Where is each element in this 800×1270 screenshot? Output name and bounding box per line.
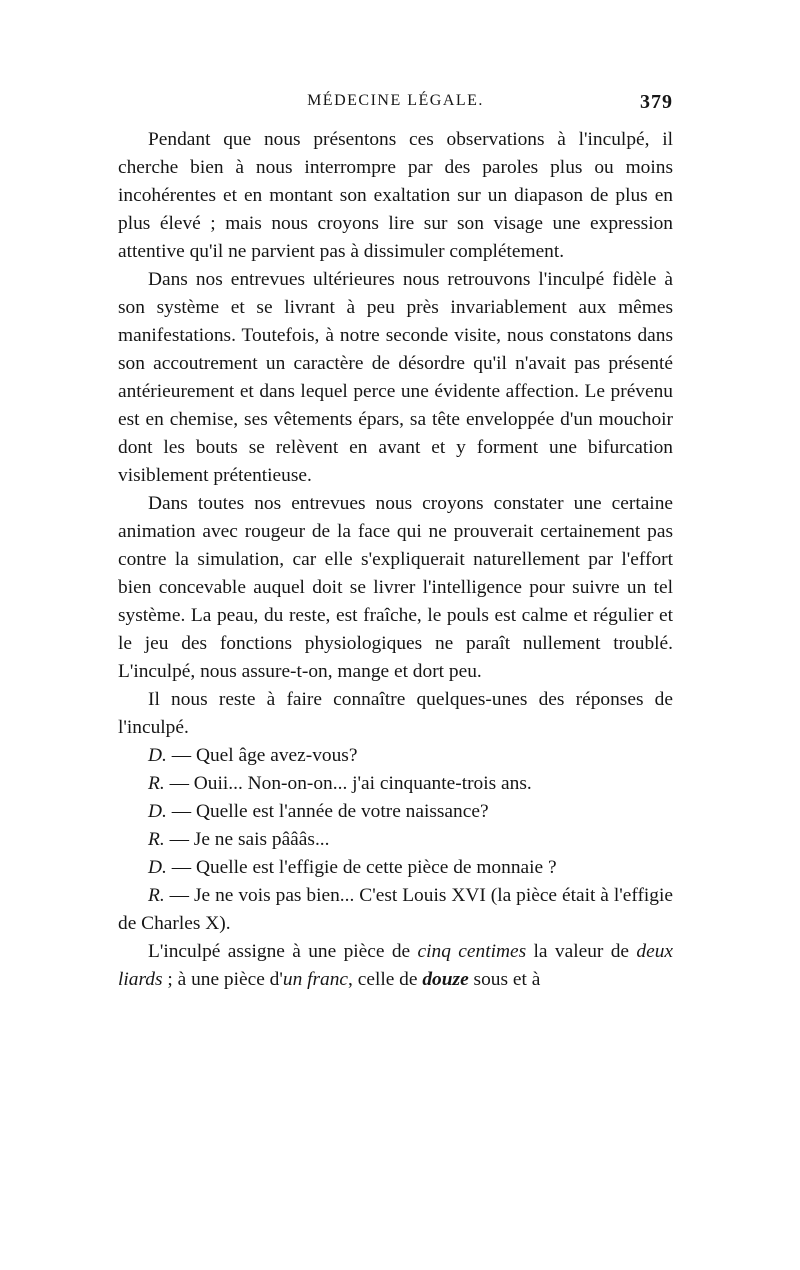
italic-run: deux liards xyxy=(118,941,674,990)
dialogue xyxy=(118,742,673,938)
dialogue-line xyxy=(118,882,673,938)
paragraph: Il nous reste à faire connaître quelques-unes des réponses de l'inculpé. xyxy=(118,689,673,738)
text-run: , celle de xyxy=(348,969,423,990)
text-run: ; à une pièce d' xyxy=(162,969,283,990)
page-number: 379 xyxy=(640,91,673,113)
body-text xyxy=(118,126,673,994)
speaker-label: R. xyxy=(148,829,165,850)
italic-run: douze xyxy=(422,969,469,990)
text-run: sous et à xyxy=(468,969,541,990)
speaker-label: D. xyxy=(148,745,167,766)
running-title: MÉDECINE LÉGALE. xyxy=(307,92,484,109)
dialogue-text: — Quelle est l'effigie de cette pièce de monnaie ? xyxy=(171,857,557,878)
dialogue-line xyxy=(118,798,673,826)
dialogue-text: — Je ne vois pas bien... C'est Louis XVI (la pièce était à l'effigie de Charles X). xyxy=(118,885,673,934)
speaker-label: D. xyxy=(148,801,167,822)
italic-run: cinq centimes xyxy=(417,941,527,962)
paragraph: Dans nos entrevues ultérieures nous retrouvons l'inculpé fidèle à son système et se livrant à peu près invariablement aux mêmes manifestations. Toutefois, à notre seconde visite, nous constatons dans son accoutrement un caractère de désordre qu'il n'avait pas présenté antérieurement et dans lequel perce une évidente affection. Le prévenu est en chemise, ses vêtements épars, sa tête enveloppée d'un mouchoir dont les bouts se relèvent en avant et y forment une bifurcation visiblement prétentieuse. xyxy=(118,269,673,486)
paragraph: Dans toutes nos entrevues nous croyons constater une certaine animation avec rougeur de la face qui ne prouverait certainement pas contre la simulation, car elle s'expliquerait naturellement par l'effort bien concevable auquel doit se livrer l'intelligence pour suivre un tel système. La peau, du reste, est fraîche, le pouls est calme et régulier et le jeu des fonctions physiologiques ne paraît nullement troublé. L'inculpé, nous assure-t-on, mange et dort peu. xyxy=(118,493,673,682)
dialogue-text: — Je ne sais pâââs... xyxy=(169,829,330,850)
running-head xyxy=(118,92,673,126)
speaker-label: R. xyxy=(148,773,165,794)
book-page xyxy=(118,92,673,994)
italic-run: un franc xyxy=(282,969,349,990)
speaker-label: D. xyxy=(148,857,167,878)
dialogue-text: — Quelle est l'année de votre naissance? xyxy=(171,801,489,822)
dialogue-line xyxy=(118,854,673,882)
dialogue-text: — Quel âge avez-vous? xyxy=(171,745,358,766)
dialogue-line xyxy=(118,770,673,798)
dialogue-line xyxy=(118,742,673,770)
text-run: L'inculpé assigne à une pièce de xyxy=(148,941,418,962)
dialogue-text: — Ouii... Non-on-on... j'ai cinquante-trois ans. xyxy=(169,773,532,794)
paragraph: Pendant que nous présentons ces observations à l'inculpé, il cherche bien à nous interrompre par des paroles plus ou moins incohérentes et en montant son exaltation sur un diapason de plus en plus élevé ; mais nous croyons lire sur son visage une expression attentive qu'il ne parvient pas à dissimuler complétement. xyxy=(118,129,673,262)
dialogue-line xyxy=(118,826,673,854)
final-paragraph xyxy=(118,938,673,994)
text-run: la valeur de xyxy=(526,941,637,962)
speaker-label: R. xyxy=(148,885,165,906)
